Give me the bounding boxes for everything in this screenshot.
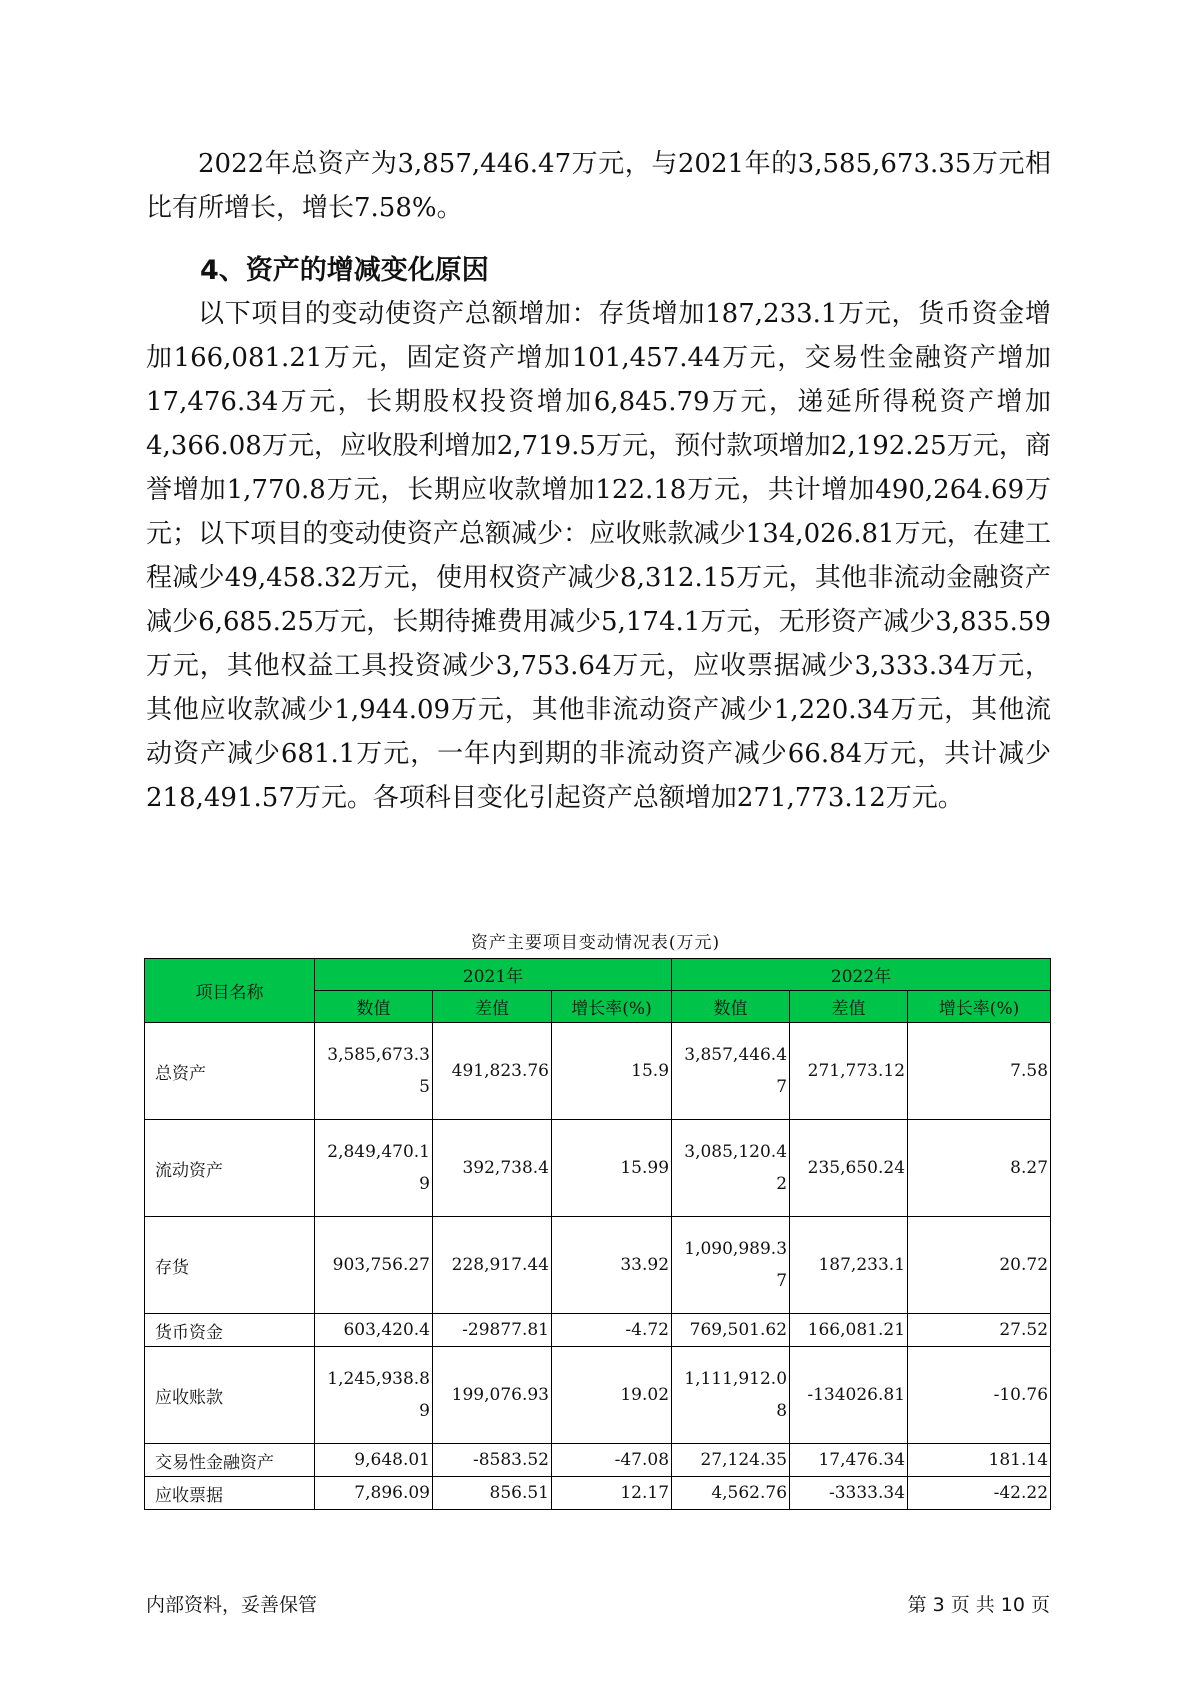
rate-2022: 27.52 xyxy=(908,1314,1051,1347)
value-2021: 2,849,470.19 xyxy=(315,1120,433,1217)
header-2021-diff: 差值 xyxy=(433,991,552,1023)
value-2021: 603,420.4 xyxy=(315,1314,433,1347)
rate-2021: 33.92 xyxy=(552,1217,672,1314)
table-row xyxy=(145,1120,1051,1217)
value-2022: 27,124.35 xyxy=(672,1444,790,1477)
diff-2022: 235,650.24 xyxy=(790,1120,908,1217)
footer-page-number: 第 3 页 共 10 页 xyxy=(907,1594,1050,1616)
rate-2021: 15.9 xyxy=(552,1023,672,1120)
rate-2022: 20.72 xyxy=(908,1217,1051,1314)
diff-2022: 17,476.34 xyxy=(790,1444,908,1477)
diff-2021: -8583.52 xyxy=(433,1444,552,1477)
rate-2021: -4.72 xyxy=(552,1314,672,1347)
rate-2021: -47.08 xyxy=(552,1444,672,1477)
diff-2022: 166,081.21 xyxy=(790,1314,908,1347)
value-2022: 3,857,446.47 xyxy=(672,1023,790,1120)
diff-2021: 392,738.4 xyxy=(433,1120,552,1217)
header-year-2022: 2022年 xyxy=(672,959,1051,991)
value-2021: 3,585,673.35 xyxy=(315,1023,433,1120)
rate-2022: -10.76 xyxy=(908,1347,1051,1444)
diff-2022: 187,233.1 xyxy=(790,1217,908,1314)
section-heading: 4、资产的增减变化原因 xyxy=(200,255,489,286)
header-2021-rate: 增长率(%) xyxy=(552,991,672,1023)
row-name: 货币资金 xyxy=(145,1314,315,1347)
value-2022: 3,085,120.42 xyxy=(672,1120,790,1217)
diff-2021: 199,076.93 xyxy=(433,1347,552,1444)
value-2022: 1,111,912.08 xyxy=(672,1347,790,1444)
table-row xyxy=(145,1217,1051,1314)
rate-2022: 181.14 xyxy=(908,1444,1051,1477)
diff-2022: -3333.34 xyxy=(790,1477,908,1510)
value-2021: 7,896.09 xyxy=(315,1477,433,1510)
row-name: 交易性金融资产 xyxy=(145,1444,315,1477)
header-year-2021: 2021年 xyxy=(315,959,672,991)
diff-2021: 228,917.44 xyxy=(433,1217,552,1314)
header-2021-value: 数值 xyxy=(315,991,433,1023)
rate-2021: 12.17 xyxy=(552,1477,672,1510)
body-paragraph: 以下项目的变动使资产总额增加：存货增加187,233.1万元，货币资金增加166,081.21万元，固定资产增加101,457.44万元，交易性金融资产增加17,476.34万元，长期股权投资增加6,845.79万元，递延所得税资产增加4,366.08万元，应收股利增加2,719.5万元，预付款项增加2,192.25万元，商誉增加1,770.8万元，长期应收款增加122.18万元，共计增加490,264.69万元；以下项目的变动使资产总额减少：应收账款减少134,026.81万元，在建工程减少49,458.32万元，使用权资产减少8,312.15万元，其他非流动金融资产减少6,685.25万元，长期待摊费用减少5,174.1万元，无形资产减少3,835.59万元，其他权益工具投资减少3,753.64万元，应收票据减少3,333.34万元，其他应收款减少1,944.09万元，其他非流动资产减少1,220.34万元，其他流动资产减少681.1万元，一年内到期的非流动资产减少66.84万元，共计减少218,491.57万元。各项科目变化引起资产总额增加271,773.12万元。 xyxy=(146,299,1051,813)
diff-2021: 491,823.76 xyxy=(433,1023,552,1120)
header-2022-value: 数值 xyxy=(672,991,790,1023)
rate-2021: 15.99 xyxy=(552,1120,672,1217)
diff-2022: 271,773.12 xyxy=(790,1023,908,1120)
value-2022: 769,501.62 xyxy=(672,1314,790,1347)
table-caption: 资产主要项目变动情况表(万元) xyxy=(470,933,721,953)
rate-2022: 7.58 xyxy=(908,1023,1051,1120)
row-name: 存货 xyxy=(145,1217,315,1314)
diff-2022: -134026.81 xyxy=(790,1347,908,1444)
footer-confidential-note: 内部资料，妥善保管 xyxy=(146,1594,318,1616)
diff-2021: -29877.81 xyxy=(433,1314,552,1347)
table-row xyxy=(145,1347,1051,1444)
rate-2021: 19.02 xyxy=(552,1347,672,1444)
asset-change-table xyxy=(144,958,1051,1510)
value-2022: 1,090,989.37 xyxy=(672,1217,790,1314)
value-2022: 4,562.76 xyxy=(672,1477,790,1510)
table-row xyxy=(145,1314,1051,1347)
header-item-name: 项目名称 xyxy=(145,959,315,1023)
rate-2022: 8.27 xyxy=(908,1120,1051,1217)
intro-paragraph: 2022年总资产为3,857,446.47万元，与2021年的3,585,673.35万元相比有所增长，增长7.58%。 xyxy=(146,149,1051,223)
table-row xyxy=(145,1023,1051,1120)
row-name: 应收票据 xyxy=(145,1477,315,1510)
value-2021: 9,648.01 xyxy=(315,1444,433,1477)
diff-2021: 856.51 xyxy=(433,1477,552,1510)
table-row xyxy=(145,1444,1051,1477)
header-2022-diff: 差值 xyxy=(790,991,908,1023)
row-name: 总资产 xyxy=(145,1023,315,1120)
rate-2022: -42.22 xyxy=(908,1477,1051,1510)
value-2021: 1,245,938.89 xyxy=(315,1347,433,1444)
table-row xyxy=(145,1477,1051,1510)
header-2022-rate: 增长率(%) xyxy=(908,991,1051,1023)
value-2021: 903,756.27 xyxy=(315,1217,433,1314)
row-name: 应收账款 xyxy=(145,1347,315,1444)
row-name: 流动资产 xyxy=(145,1120,315,1217)
